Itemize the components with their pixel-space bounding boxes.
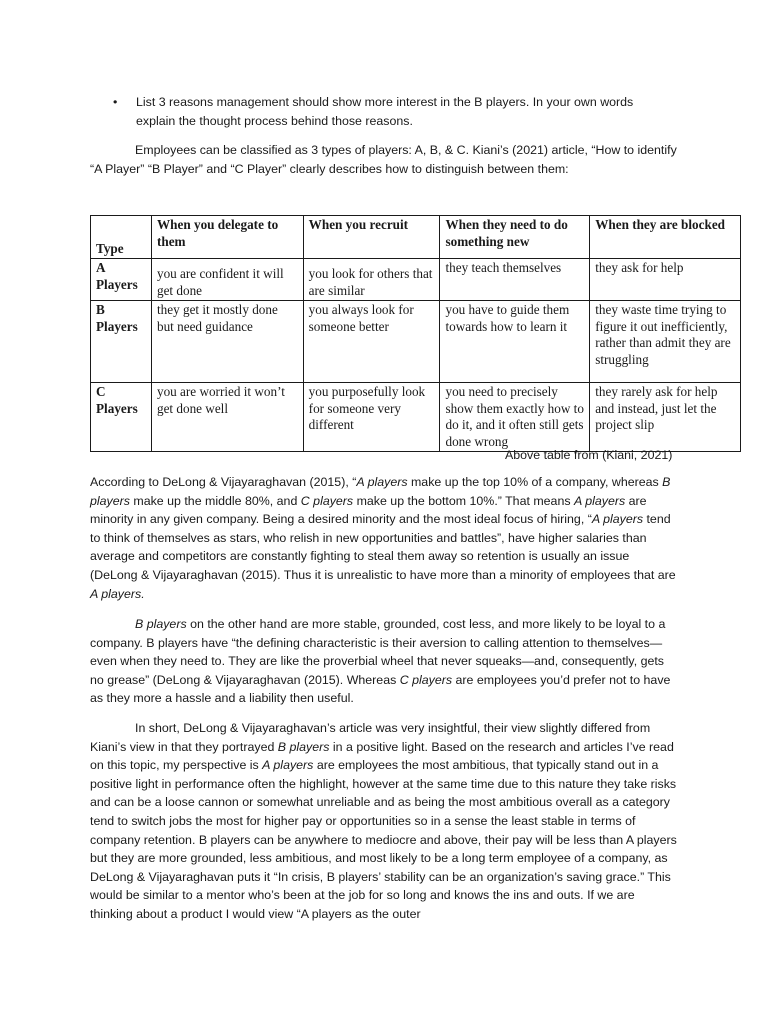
table-cell: they rarely ask for help and instead, just let the project slip [590,383,741,452]
table-cell: they get it mostly done but need guidance [151,301,303,383]
table-cell: they ask for help [590,259,741,301]
table-cell: you always look for someone better [303,301,440,383]
table-cell: you have to guide them towards how to learn it [440,301,590,383]
header-something-new: When they need to do something new [440,216,590,259]
table-cell: you are worried it won’t get done well [151,383,303,452]
intro-paragraph: Employees can be classified as 3 types of players: A, B, & C. Kiani’s (2021) article, “How to identify “A Player” “B Player” and “C Player” clearly describes how to distinguish between them: [90,143,677,176]
table-row [91,383,741,452]
text-run: tend to think of themselves as stars, who relish in new opportunities and battles”, have higher salaries than average and competitors are constantly fighting to steal them away so retention is usually an issue (DeLong & Vijayaraghavan (2015). Thus it is unrealistic to have more than a minority of employees that are [90,512,676,582]
text-run: make up the middle 80%, and [129,493,301,508]
text-run: make up the bottom 10%.” That means [353,493,574,508]
row-type-label: C Players [91,383,152,452]
emphasis-run: . [141,586,145,601]
cell-text: you are confident it will get done [156,266,284,298]
text-run: are employees the most ambitious, that typically stand out in a positive light in performance often the highlight, however at the same time due to this nature they take risks and can be a loose cannon or somewhat unreliable and as being the most ambitious overall as a category tend to switch jobs the most for higher pay or opportunities so in a sense the least stable in terms of company retention. B players can be anywhere to mediocre and above, their pay will be less than A players but they are more grounded, less ambitious, and most likely to be a long term employee of a company, as DeLong & Vijayaraghavan puts it “In crisis, B players’ stability can be an organization’s saving grace.” This would be similar to a mentor who’s been at the job for so long and knows the ins and outs. If we are thinking about a product I would view “A players as the outer [90,758,677,921]
text-run: make up the top 10% of a company, whereas [407,475,663,489]
table-cell: they teach themselves [440,259,590,301]
emphasis-run: C players [300,493,354,508]
table-cell [303,259,440,301]
table-cell: you need to precisely show them exactly how to do it, and it often still gets done wrong [440,383,590,452]
table-cell: they waste time trying to figure it out inefficiently, rather than admit they are struggling [590,301,741,383]
table-row [91,259,741,301]
table-row [91,301,741,383]
table-cell: you purposefully look for someone very different [303,383,440,452]
emphasis-run: C players [399,672,453,687]
text-run: In short, DeLong & Vijayaraghavan’s article was very insightful, their view slightly differed from Kiani’s view in that they portrayed [90,721,651,754]
players-table [90,215,741,452]
emphasis-run: B players [277,739,330,754]
bullet-text: List 3 reasons management should show more interest in the B players. In your own words explain the thought process behind those reasons. [136,95,634,128]
text-run: are employees you’d prefer not to have as they more a hassle and a liability then useful. [90,672,671,706]
text-run: According to DeLong & Vijayaraghavan (2015), “ [90,475,357,489]
emphasis-run: A players [356,475,408,489]
paragraph-1 [90,473,680,603]
header-delegate: When you delegate to them [151,216,303,259]
table-header-row [91,216,741,259]
header-blocked: When they are blocked [590,216,741,259]
bullet-symbol: • [113,95,118,109]
emphasis-run: A players [591,512,644,527]
text-run: on the other hand are more stable, grounded, cost less, and more likely to be loyal to a company. B players have “the defining characteristic is their aversion to calling attention to themselves—even when they need to. They are like the proverbial wheel that never squeaks—and, consequently, gets no grease” (DeLong & Vijayaraghavan (2015). Whereas [90,617,666,687]
header-recruit: When you recruit [303,216,440,259]
cell-text: you look for others that are similar [308,266,433,298]
table-cell [151,259,303,301]
header-type: Type [91,216,152,259]
paragraph-2 [90,615,680,708]
table-caption: Above table from (Kiani, 2021) [505,448,673,462]
text-run: in a positive light. Based on the research and articles I’ve read on this topic, my perspective is [90,739,674,773]
emphasis-run: A players [573,493,626,508]
paragraph-3 [90,719,680,924]
row-type-label: A Players [91,259,152,301]
row-type-label: B Players [91,301,152,383]
emphasis-run: B players [135,617,187,631]
emphasis-run: B players [90,475,671,508]
text-run: are minority in any given company. Being a desired minority and the most ideal focus of hiring, “ [90,493,647,527]
emphasis-run: A players [262,758,314,773]
emphasis-run: A players [90,586,142,601]
